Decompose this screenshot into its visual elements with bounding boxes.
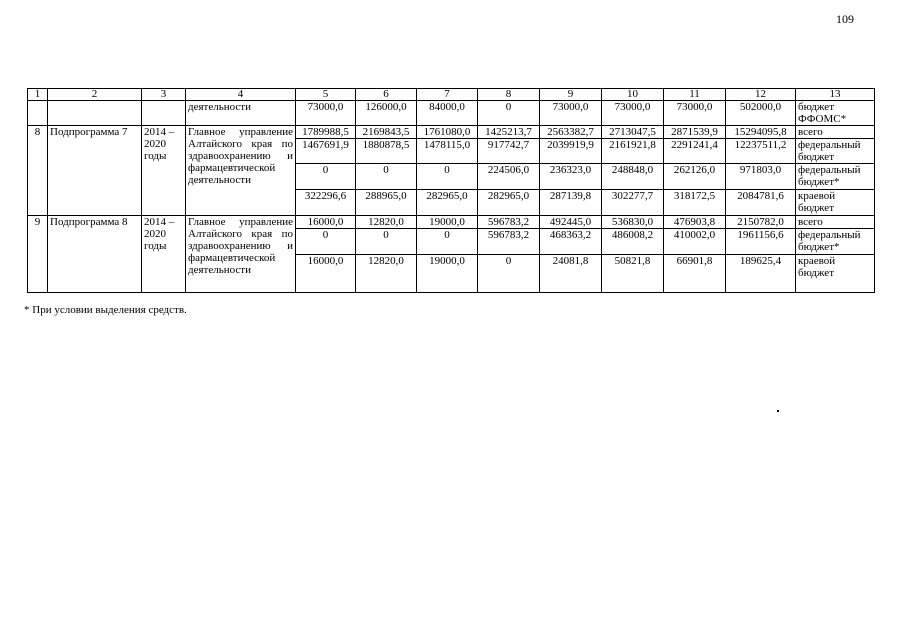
header-cell: 2 (48, 89, 142, 101)
header-cell: 1 (28, 89, 48, 101)
header-cell: 11 (664, 89, 726, 101)
value-cell: 502000,0 (726, 101, 796, 126)
header-cell: 13 (796, 89, 875, 101)
value-cell: 288965,0 (356, 190, 417, 216)
header-cell: 3 (142, 89, 186, 101)
years-cell (142, 101, 186, 126)
table-row (28, 126, 875, 139)
value-cell: 189625,4 (726, 255, 796, 293)
value-cell: 19000,0 (417, 255, 478, 293)
value-cell: 0 (356, 229, 417, 255)
value-cell: 0 (296, 229, 356, 255)
value-cell: 262126,0 (664, 164, 726, 190)
footnote: * При условии выделения средств. (24, 304, 187, 316)
years-cell: 2014 – 2020 годы (142, 126, 186, 216)
value-cell: 0 (296, 164, 356, 190)
value-cell: 486008,2 (602, 229, 664, 255)
value-cell: 1467691,9 (296, 139, 356, 164)
value-cell: 2871539,9 (664, 126, 726, 139)
value-cell: 0 (478, 255, 540, 293)
budget-table (27, 88, 875, 293)
value-cell: 596783,2 (478, 229, 540, 255)
funding-source-cell: краевой бюджет (796, 190, 875, 216)
value-cell: 917742,7 (478, 139, 540, 164)
value-cell: 73000,0 (296, 101, 356, 126)
page-number: 109 (836, 12, 854, 26)
header-cell: 6 (356, 89, 417, 101)
funding-source-cell: федеральный бюджет* (796, 164, 875, 190)
value-cell: 318172,5 (664, 190, 726, 216)
header-cell: 4 (186, 89, 296, 101)
value-cell: 971803,0 (726, 164, 796, 190)
value-cell: 322296,6 (296, 190, 356, 216)
value-cell: 2161921,8 (602, 139, 664, 164)
header-cell: 5 (296, 89, 356, 101)
value-cell: 2169843,5 (356, 126, 417, 139)
value-cell: 50821,8 (602, 255, 664, 293)
funding-source-cell: федеральный бюджет* (796, 229, 875, 255)
table-row (28, 101, 875, 126)
value-cell: 66901,8 (664, 255, 726, 293)
value-cell: 410002,0 (664, 229, 726, 255)
value-cell: 1880878,5 (356, 139, 417, 164)
value-cell: 2291241,4 (664, 139, 726, 164)
header-cell: 8 (478, 89, 540, 101)
program-name-cell: Подпрограмма 8 (48, 216, 142, 293)
row-number-cell (28, 101, 48, 126)
executor-cell: Главное управление Алтайского края по здравоохранению и фармацевтической деятельности (186, 126, 296, 216)
value-cell: 282965,0 (478, 190, 540, 216)
value-cell: 0 (417, 229, 478, 255)
value-cell: 596783,2 (478, 216, 540, 229)
value-cell: 0 (356, 164, 417, 190)
program-name-cell (48, 101, 142, 126)
executor-cell: деятельности (186, 101, 296, 126)
row-number-cell: 8 (28, 126, 48, 216)
value-cell: 12237511,2 (726, 139, 796, 164)
value-cell: 287139,8 (540, 190, 602, 216)
program-name-cell: Подпрограмма 7 (48, 126, 142, 216)
funding-source-cell: всего (796, 126, 875, 139)
funding-source-cell: краевой бюджет (796, 255, 875, 293)
value-cell: 224506,0 (478, 164, 540, 190)
value-cell: 1478115,0 (417, 139, 478, 164)
table-row (28, 216, 875, 229)
value-cell: 2150782,0 (726, 216, 796, 229)
value-cell: 536830,0 (602, 216, 664, 229)
value-cell: 0 (478, 101, 540, 126)
value-cell: 16000,0 (296, 216, 356, 229)
value-cell: 2084781,6 (726, 190, 796, 216)
value-cell: 2713047,5 (602, 126, 664, 139)
value-cell: 2563382,7 (540, 126, 602, 139)
value-cell: 1761080,0 (417, 126, 478, 139)
header-row (28, 89, 875, 101)
years-cell: 2014 – 2020 годы (142, 216, 186, 293)
row-number-cell: 9 (28, 216, 48, 293)
executor-cell: Главное управление Алтайского края по здравоохранению и фармацевтической деятельности (186, 216, 296, 293)
header-cell: 7 (417, 89, 478, 101)
value-cell: 84000,0 (417, 101, 478, 126)
value-cell: 16000,0 (296, 255, 356, 293)
value-cell: 15294095,8 (726, 126, 796, 139)
value-cell: 0 (417, 164, 478, 190)
value-cell: 236323,0 (540, 164, 602, 190)
funding-source-cell: бюджет ФФОМС* (796, 101, 875, 126)
header-cell: 12 (726, 89, 796, 101)
value-cell: 2039919,9 (540, 139, 602, 164)
value-cell: 282965,0 (417, 190, 478, 216)
value-cell: 1789988,5 (296, 126, 356, 139)
value-cell: 12820,0 (356, 216, 417, 229)
value-cell: 468363,2 (540, 229, 602, 255)
value-cell: 73000,0 (540, 101, 602, 126)
value-cell: 302277,7 (602, 190, 664, 216)
funding-source-cell: федеральный бюджет (796, 139, 875, 164)
header-cell: 10 (602, 89, 664, 101)
funding-source-cell: всего (796, 216, 875, 229)
value-cell: 1961156,6 (726, 229, 796, 255)
value-cell: 12820,0 (356, 255, 417, 293)
value-cell: 476903,8 (664, 216, 726, 229)
value-cell: 73000,0 (602, 101, 664, 126)
scan-speck (777, 410, 779, 412)
value-cell: 492445,0 (540, 216, 602, 229)
value-cell: 1425213,7 (478, 126, 540, 139)
header-cell: 9 (540, 89, 602, 101)
value-cell: 248848,0 (602, 164, 664, 190)
value-cell: 19000,0 (417, 216, 478, 229)
value-cell: 126000,0 (356, 101, 417, 126)
value-cell: 24081,8 (540, 255, 602, 293)
value-cell: 73000,0 (664, 101, 726, 126)
